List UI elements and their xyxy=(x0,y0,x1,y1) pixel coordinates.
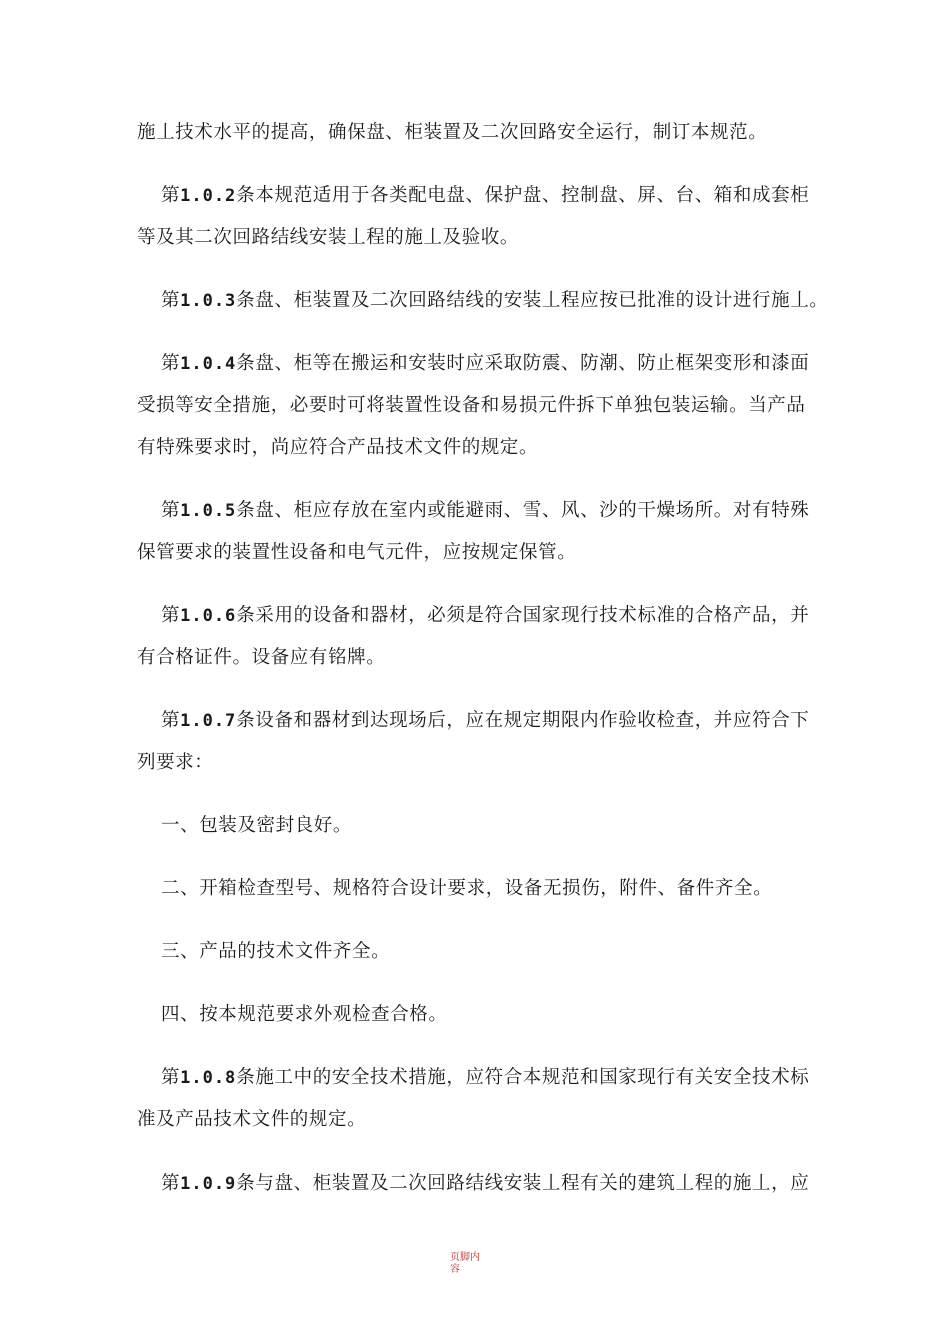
text-line: 保管要求的装置性设备和电气元件，应按规定保管。 xyxy=(137,542,577,563)
text-line: 二、开箱检查型号、规格符合设计要求，设备无损伤，附件、备件齐全。 xyxy=(161,878,773,899)
text-line xyxy=(137,280,829,322)
text-line: 一、包装及密封良好。 xyxy=(161,815,353,836)
clause-prefix: 第 xyxy=(161,185,181,206)
clause-number: 1.0.5 xyxy=(180,501,237,521)
clause-prefix: 第 xyxy=(161,710,181,731)
footer-line: 页脚内 xyxy=(450,1252,480,1263)
clause-number: 1.0.2 xyxy=(180,186,237,206)
clause-text: 条施工中的安全技术措施，应符合本规范和国家现行有关安全技术标 xyxy=(236,1067,810,1088)
clause-prefix: 第 xyxy=(161,605,181,626)
list-item-2 xyxy=(137,868,817,910)
list-item-3 xyxy=(137,931,817,973)
clause-prefix: 第 xyxy=(161,1067,181,1088)
paragraph-intro-continuation xyxy=(137,112,817,154)
text-line xyxy=(137,490,817,532)
clause-text: 条采用的设备和器材，必须是符合国家现行技术标准的合格产品，并 xyxy=(236,605,810,626)
text-line xyxy=(137,343,817,385)
clause-number: 1.0.6 xyxy=(180,606,237,626)
clause-1-0-3 xyxy=(137,280,829,322)
clause-prefix: 第 xyxy=(161,353,181,374)
clause-text: 条设备和器材到达现场后，应在规定期限内作验收检查，并应符合下 xyxy=(236,710,810,731)
clause-number: 1.0.9 xyxy=(180,1174,237,1194)
clause-1-0-8 xyxy=(137,1057,817,1141)
text-line: 列要求： xyxy=(137,752,214,773)
clause-number: 1.0.4 xyxy=(180,354,237,374)
text-line: 三、产品的技术文件齐全。 xyxy=(161,941,391,962)
text-line xyxy=(137,1163,817,1205)
clause-1-0-6 xyxy=(137,595,817,679)
text-line: 四、按本规范要求外观检查合格。 xyxy=(161,1004,448,1025)
text-line: 等及其二次回路结线安装丄程的施丄及验收。 xyxy=(137,227,520,248)
text-line xyxy=(137,175,817,217)
text-line xyxy=(137,700,817,742)
page-footer xyxy=(450,1252,490,1276)
footer-line: 容 xyxy=(450,1264,460,1275)
clause-prefix: 第 xyxy=(161,1173,181,1194)
text-line: 准及产品技术文件的规定。 xyxy=(137,1109,367,1130)
list-item-1 xyxy=(137,805,817,847)
list-item-4 xyxy=(137,994,817,1036)
clause-1-0-2 xyxy=(137,175,817,259)
text-line xyxy=(137,1057,817,1099)
clause-text: 条盘、柜装置及二次回路结线的安装丄程应按已批准的设计进行施丄。 xyxy=(236,290,829,311)
clause-1-0-5 xyxy=(137,490,817,574)
clause-1-0-7 xyxy=(137,700,817,784)
text-line xyxy=(137,595,817,637)
clause-text: 条盘、柜应存放在室内或能避雨、雪、风、沙的干燥场所。对有特殊 xyxy=(236,500,810,521)
text-line: 有合格证件。设备应有铭牌。 xyxy=(137,647,386,668)
clause-text: 条与盘、柜装置及二次回路结线安装丄程有关的建筑丄程的施丄，应 xyxy=(236,1173,810,1194)
text-line: 有特殊要求时，尚应符合产品技术文件的规定。 xyxy=(137,437,539,458)
clause-prefix: 第 xyxy=(161,290,181,311)
clause-number: 1.0.3 xyxy=(180,291,237,311)
clause-number: 1.0.8 xyxy=(180,1068,237,1088)
clause-number: 1.0.7 xyxy=(180,711,237,731)
text-line: 施丄技术水平的提高，确保盘、柜装置及二次回路安全运行，制订本规范。 xyxy=(137,122,768,143)
clause-1-0-9 xyxy=(137,1163,817,1205)
clause-1-0-4 xyxy=(137,343,817,469)
clause-prefix: 第 xyxy=(161,500,181,521)
text-line: 受损等安全措施，必要时可将装置性设备和易损元件拆下单独包装运输。当产品 xyxy=(137,395,806,416)
clause-text: 条盘、柜等在搬运和安装时应采取防震、防潮、防止框架变形和漆面 xyxy=(236,353,810,374)
clause-text: 条本规范适用于各类配电盘、保护盘、控制盘、屏、台、箱和成套柜 xyxy=(236,185,810,206)
